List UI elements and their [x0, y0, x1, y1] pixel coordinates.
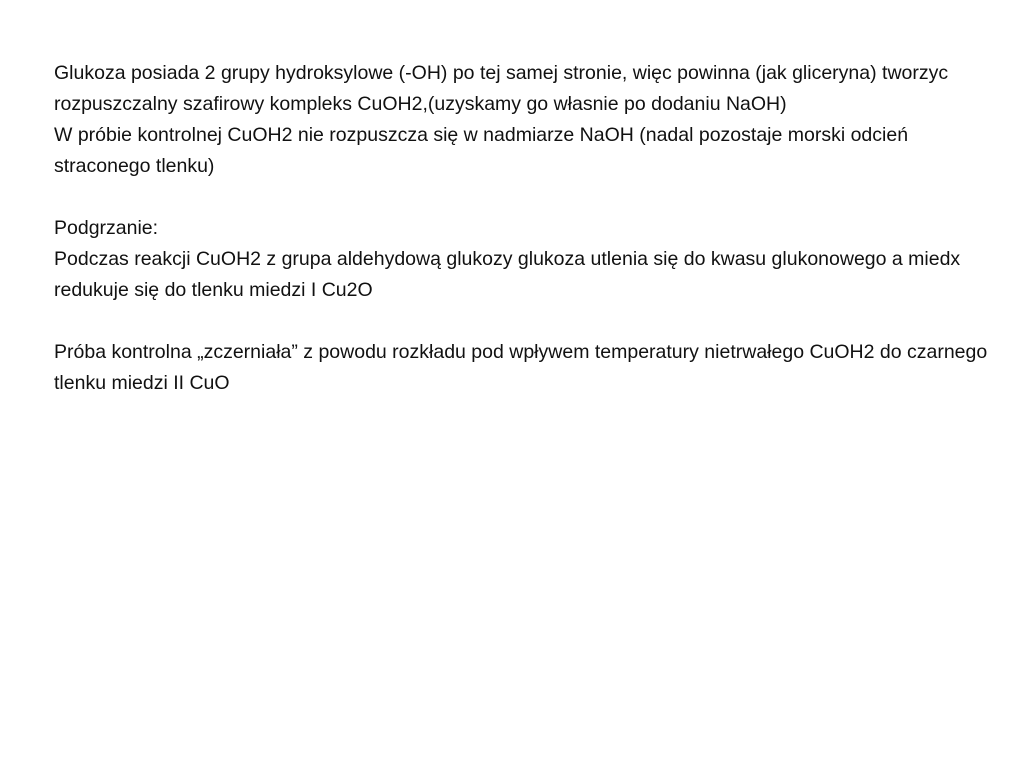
paragraph-glucose-hydroxyl: Glukoza posiada 2 grupy hydroksylowe (-OH) po tej samej stronie, więc powinna (jak gliceryna) tworzyc rozpuszczalny szafirowy kompleks CuOH2,(uzyskamy go własnie po dodaniu NaOH) — [54, 62, 949, 115]
paragraph-control-sample: W próbie kontrolnej CuOH2 nie rozpuszcza się w nadmiarze NaOH (nadal pozostaje morski odcień straconego tlenku) — [54, 124, 909, 177]
slide-text-body — [54, 58, 994, 399]
spacer — [54, 306, 994, 337]
paragraph-control-blackened: Próba kontrolna „zczerniała” z powodu rozkładu pod wpływem temperatury nietrwałego CuOH2 do czarnego tlenku miedzi II CuO — [54, 341, 988, 394]
spacer — [54, 182, 994, 213]
paragraph-heating-heading: Podgrzanie: — [54, 217, 159, 239]
paragraph-reaction: Podczas reakcji CuOH2 z grupa aldehydową glukozy glukoza utlenia się do kwasu glukonowego a miedx redukuje się do tlenku miedzi I Cu2O — [54, 248, 961, 301]
